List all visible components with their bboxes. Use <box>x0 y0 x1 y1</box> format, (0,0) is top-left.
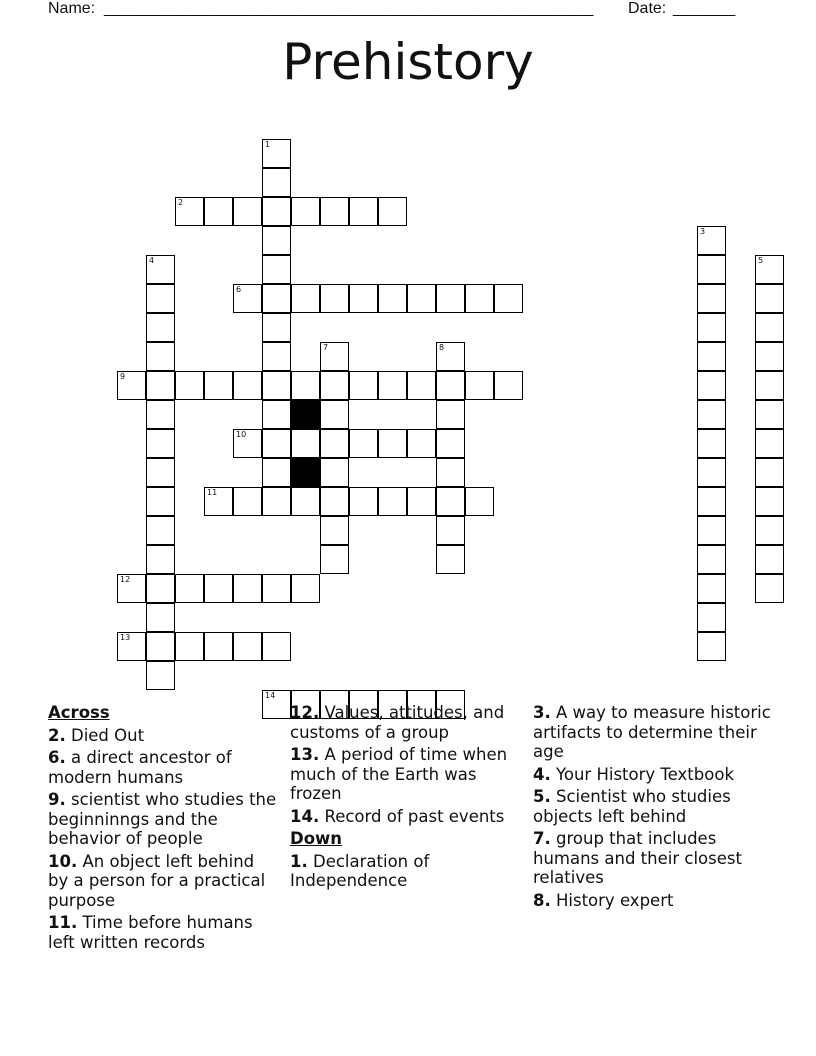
grid-cell[interactable] <box>146 574 175 603</box>
name-label: Name: <box>48 0 96 17</box>
grid-cell[interactable] <box>262 139 291 168</box>
grid-cell[interactable] <box>349 284 378 313</box>
grid-cell[interactable] <box>320 429 349 458</box>
date-label: Date: <box>628 0 667 17</box>
clue-number: 11 <box>207 488 218 497</box>
clue-number: 9 <box>120 372 126 381</box>
grid-cell[interactable] <box>262 632 291 661</box>
grid-cell[interactable] <box>262 400 291 429</box>
clue-number: 13 <box>120 633 131 642</box>
grid-cell[interactable] <box>262 574 291 603</box>
clue-item <box>48 852 278 911</box>
grid-cell[interactable] <box>378 371 407 400</box>
clue-text: Your History Textbook <box>550 764 734 784</box>
clue-number: 12 <box>120 575 131 584</box>
grid-cell[interactable] <box>291 371 320 400</box>
clue-number: 3 <box>700 227 706 236</box>
grid-cell[interactable] <box>320 545 349 574</box>
grid-cell[interactable] <box>291 429 320 458</box>
grid-cell[interactable] <box>494 371 523 400</box>
clue-number-label: 2. <box>48 725 66 745</box>
clue-number-label: 4. <box>533 764 551 784</box>
grid-cell[interactable] <box>378 197 407 226</box>
clue-text: scientist who studies the beginninngs and the behavior of people <box>48 790 277 848</box>
clues-column-2 <box>290 703 515 894</box>
grid-cell[interactable] <box>755 429 784 458</box>
grid-cell[interactable] <box>233 371 262 400</box>
down-heading: Down <box>290 829 343 848</box>
grid-cell[interactable] <box>320 458 349 487</box>
clue-text: Values, attitudes, and customs of a group <box>290 703 505 742</box>
grid-cell[interactable] <box>291 284 320 313</box>
clue-item <box>48 913 278 952</box>
grid-cell[interactable] <box>697 342 726 371</box>
grid-cell[interactable] <box>320 284 349 313</box>
grid-cell[interactable] <box>697 226 726 255</box>
clue-text: A period of time when much of the Earth was frozen <box>290 745 508 803</box>
grid-cell[interactable] <box>175 574 204 603</box>
grid-cell[interactable] <box>146 400 175 429</box>
grid-cell[interactable] <box>262 371 291 400</box>
clue-item <box>533 829 773 888</box>
clue-item <box>48 748 278 787</box>
grid-cell[interactable] <box>465 284 494 313</box>
grid-cell[interactable] <box>146 545 175 574</box>
clue-item <box>290 807 515 827</box>
down-clue-list <box>290 852 515 891</box>
grid-cell[interactable] <box>436 400 465 429</box>
clue-number-label: 6. <box>48 748 66 767</box>
grid-cell[interactable] <box>436 342 465 371</box>
grid-cell[interactable] <box>291 574 320 603</box>
grid-cell[interactable] <box>436 371 465 400</box>
grid-cell[interactable] <box>755 487 784 516</box>
grid-cell[interactable] <box>349 371 378 400</box>
grid-cell[interactable] <box>697 371 726 400</box>
clue-number-label: 7. <box>533 829 551 848</box>
grid-cell[interactable] <box>755 255 784 284</box>
grid-cell[interactable] <box>378 284 407 313</box>
clue-text: A way to measure historic artifacts to determine their age <box>533 703 771 761</box>
grid-cell[interactable] <box>320 516 349 545</box>
grid-cell[interactable] <box>262 284 291 313</box>
grid-cell[interactable] <box>349 487 378 516</box>
grid-cell[interactable] <box>175 632 204 661</box>
grid-cell[interactable] <box>755 342 784 371</box>
grid-cell[interactable] <box>378 429 407 458</box>
grid-cell[interactable] <box>697 516 726 545</box>
grid-cell[interactable] <box>262 255 291 284</box>
grid-cell[interactable] <box>146 632 175 661</box>
clues-column-3 <box>533 703 773 913</box>
clue-item <box>533 787 773 826</box>
grid-cell[interactable] <box>697 400 726 429</box>
grid-cell[interactable] <box>262 168 291 197</box>
clue-number-label: 11. <box>48 913 78 932</box>
grid-cell[interactable] <box>378 487 407 516</box>
grid-cell[interactable] <box>233 197 262 226</box>
clue-number: 2 <box>178 198 184 207</box>
clue-number-label: 5. <box>533 787 551 806</box>
clue-number: 10 <box>236 430 247 439</box>
grid-cell[interactable] <box>204 632 233 661</box>
clue-text: An object left behind by a person for a practical purpose <box>48 851 266 910</box>
black-cell <box>291 458 320 487</box>
grid-cell[interactable] <box>697 487 726 516</box>
clue-number-label: 3. <box>533 703 551 722</box>
grid-cell[interactable] <box>349 197 378 226</box>
grid-cell[interactable] <box>697 255 726 284</box>
date-field[interactable]: _______ <box>673 0 736 17</box>
clue-text: Died Out <box>65 725 145 745</box>
grid-cell[interactable] <box>755 313 784 342</box>
grid-cell[interactable] <box>320 371 349 400</box>
grid-cell[interactable] <box>204 371 233 400</box>
grid-cell[interactable] <box>204 197 233 226</box>
grid-cell[interactable] <box>146 313 175 342</box>
clue-number: 1 <box>265 140 271 149</box>
grid-cell[interactable] <box>697 284 726 313</box>
grid-cell[interactable] <box>146 458 175 487</box>
grid-cell[interactable] <box>407 284 436 313</box>
across-clue-list <box>48 726 278 953</box>
grid-cell[interactable] <box>697 574 726 603</box>
clue-item <box>48 726 278 746</box>
grid-cell[interactable] <box>233 429 262 458</box>
grid-cell[interactable] <box>262 429 291 458</box>
grid-cell[interactable] <box>262 487 291 516</box>
clue-text: History expert <box>550 890 674 910</box>
clue-number: 7 <box>323 343 329 352</box>
clue-number-label: 14. <box>290 806 320 826</box>
clue-number: 8 <box>439 343 445 352</box>
clue-item <box>48 790 278 849</box>
grid-cell[interactable] <box>233 487 262 516</box>
grid-cell[interactable] <box>320 197 349 226</box>
grid-cell[interactable] <box>436 487 465 516</box>
grid-cell[interactable] <box>436 429 465 458</box>
grid-cell[interactable] <box>146 429 175 458</box>
clues-column-1 <box>48 703 278 955</box>
grid-cell[interactable] <box>436 516 465 545</box>
clue-number-label: 8. <box>533 890 551 910</box>
grid-cell[interactable] <box>146 284 175 313</box>
grid-cell[interactable] <box>755 371 784 400</box>
clue-number: 5 <box>758 256 764 265</box>
grid-cell[interactable] <box>407 487 436 516</box>
grid-cell[interactable] <box>697 632 726 661</box>
clue-number-label: 9. <box>48 790 66 809</box>
grid-cell[interactable] <box>146 661 175 690</box>
grid-cell[interactable] <box>755 574 784 603</box>
clue-text: a direct ancestor of modern humans <box>48 748 232 787</box>
grid-cell[interactable] <box>146 516 175 545</box>
grid-cell[interactable] <box>117 574 146 603</box>
grid-cell[interactable] <box>697 429 726 458</box>
clue-number: 4 <box>149 256 155 265</box>
clue-number: 14 <box>265 691 276 700</box>
grid-cell[interactable] <box>146 487 175 516</box>
grid-cell[interactable] <box>697 545 726 574</box>
clue-item <box>533 703 773 762</box>
page-title: Prehistory <box>282 33 534 91</box>
down-clue-list-continued <box>533 703 773 910</box>
grid-cell[interactable] <box>117 632 146 661</box>
name-field[interactable]: _______________________________________________________ <box>104 0 594 17</box>
clue-number-label: 13. <box>290 745 320 764</box>
grid-cell[interactable] <box>175 371 204 400</box>
grid-cell[interactable] <box>436 545 465 574</box>
clue-text: group that includes humans and their closest relatives <box>533 829 742 887</box>
grid-cell[interactable] <box>755 545 784 574</box>
grid-cell[interactable] <box>146 603 175 632</box>
grid-cell[interactable] <box>117 371 146 400</box>
grid-cell[interactable] <box>349 429 378 458</box>
grid-cell[interactable] <box>262 458 291 487</box>
grid-cell[interactable] <box>697 313 726 342</box>
clue-item <box>290 703 515 742</box>
grid-cell[interactable] <box>233 632 262 661</box>
clue-item <box>533 765 773 785</box>
grid-cell[interactable] <box>407 429 436 458</box>
clue-text: Scientist who studies objects left behind <box>533 787 731 826</box>
across-heading: Across <box>48 703 110 722</box>
grid-cell[interactable] <box>291 197 320 226</box>
grid-cell[interactable] <box>146 371 175 400</box>
grid-cell[interactable] <box>755 458 784 487</box>
black-cell <box>291 400 320 429</box>
grid-cell[interactable] <box>291 487 320 516</box>
clue-item <box>290 745 515 804</box>
grid-cell[interactable] <box>204 574 233 603</box>
grid-cell[interactable] <box>146 342 175 371</box>
grid-cell[interactable] <box>407 371 436 400</box>
grid-cell[interactable] <box>697 458 726 487</box>
clue-text: Declaration of Independence <box>290 851 430 890</box>
across-clue-list-continued <box>290 703 515 826</box>
grid-cell[interactable] <box>320 487 349 516</box>
grid-cell[interactable] <box>175 197 204 226</box>
grid-cell[interactable] <box>697 603 726 632</box>
clue-number-label: 12. <box>290 703 320 722</box>
grid-cell[interactable] <box>755 516 784 545</box>
clue-item <box>290 852 515 891</box>
grid-cell[interactable] <box>146 255 175 284</box>
grid-cell[interactable] <box>320 342 349 371</box>
grid-cell[interactable] <box>204 487 233 516</box>
grid-cell[interactable] <box>436 458 465 487</box>
grid-cell[interactable] <box>436 284 465 313</box>
grid-cell[interactable] <box>755 284 784 313</box>
grid-cell[interactable] <box>465 487 494 516</box>
grid-cell[interactable] <box>262 313 291 342</box>
clue-text: Time before humans left written records <box>48 913 253 952</box>
grid-cell[interactable] <box>262 226 291 255</box>
grid-cell[interactable] <box>494 284 523 313</box>
grid-cell[interactable] <box>465 371 494 400</box>
grid-cell[interactable] <box>233 284 262 313</box>
clue-text: Record of past events <box>319 806 505 826</box>
clue-item <box>533 891 773 911</box>
grid-cell[interactable] <box>755 400 784 429</box>
grid-cell[interactable] <box>262 197 291 226</box>
clue-number-label: 1. <box>290 851 308 871</box>
grid-cell[interactable] <box>233 574 262 603</box>
clue-number-label: 10. <box>48 851 78 871</box>
grid-cell[interactable] <box>262 342 291 371</box>
clue-number: 6 <box>236 285 242 294</box>
grid-cell[interactable] <box>320 400 349 429</box>
